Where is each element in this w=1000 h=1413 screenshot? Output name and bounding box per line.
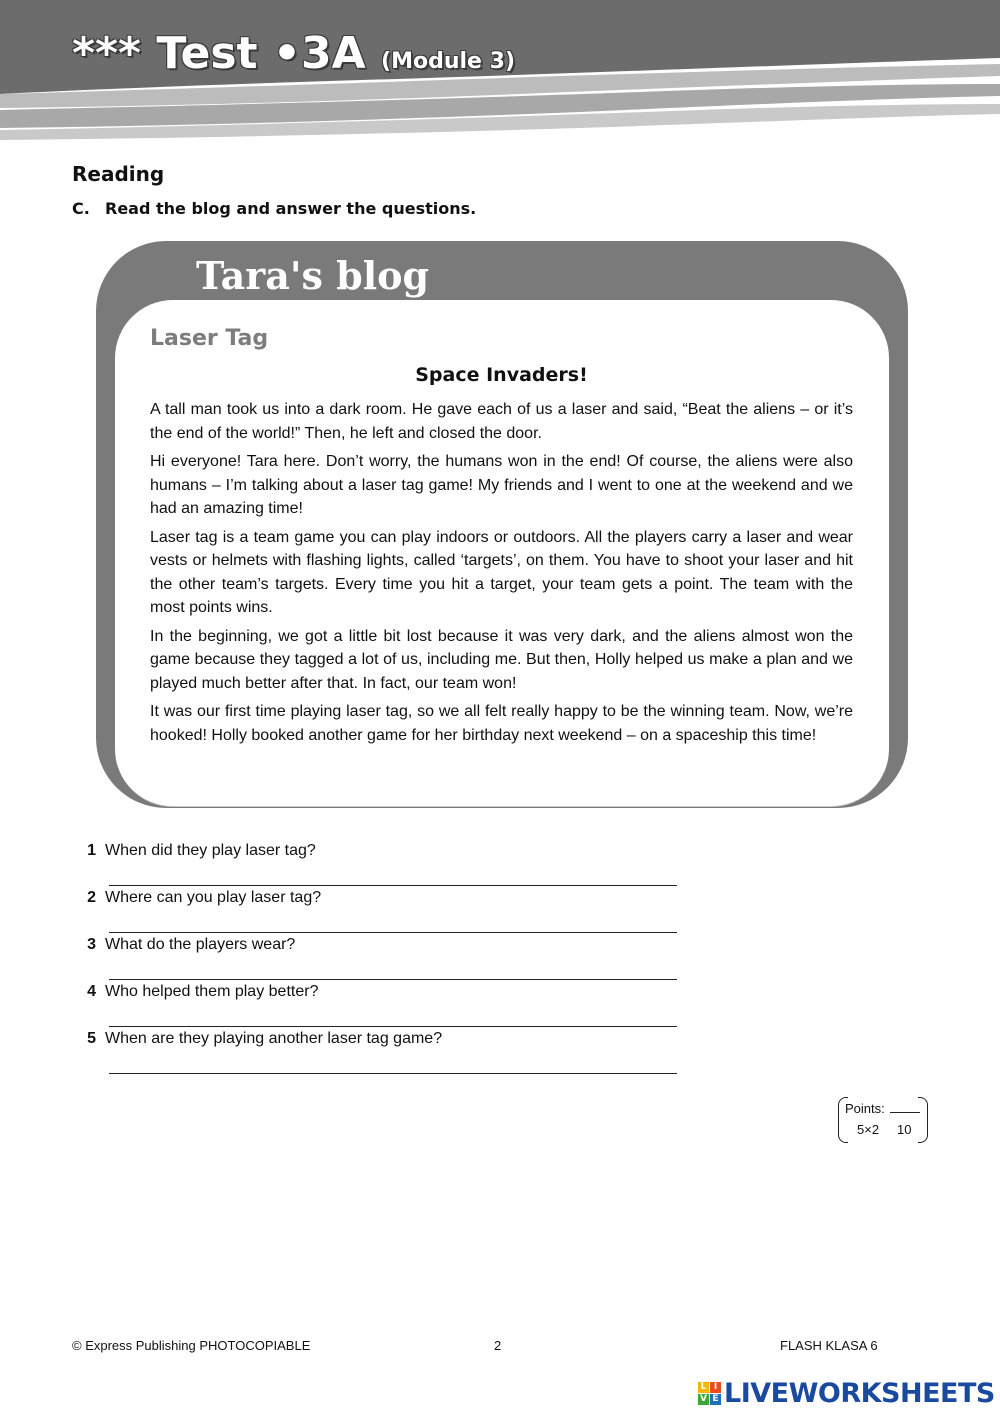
blog-paragraph: In the beginning, we got a little bit lost because it was very dark, and the aliens almost won the game because they tagged a lot of us, including me. But then, Holly helped us make a plan and we played much better after that. In fact, our team won! <box>150 627 853 692</box>
question-list <box>78 842 698 1077</box>
answer-input-3[interactable] <box>109 958 677 980</box>
logo-letter: I <box>710 1382 721 1393</box>
exercise-text: Read the blog and answer the questions. <box>105 199 477 218</box>
question-item <box>78 936 698 983</box>
points-score-blank <box>890 1112 920 1113</box>
test-title <box>72 28 515 79</box>
liveworksheets-logo <box>698 1376 995 1410</box>
title-bullet: • <box>272 28 302 79</box>
answer-input-5[interactable] <box>109 1052 677 1074</box>
answer-input-4[interactable] <box>109 1005 677 1027</box>
logo-letter: V <box>698 1394 709 1405</box>
points-label: Points: <box>845 1101 885 1116</box>
logo-letter: E <box>710 1394 721 1405</box>
title-word: Test <box>156 28 258 79</box>
points-multiplier: 5×2 <box>857 1122 880 1137</box>
question-text: When did they play laser tag? <box>105 842 316 859</box>
question-number: 4 <box>87 983 96 1000</box>
blog-post-title: Space Invaders! <box>415 364 588 386</box>
points-box <box>838 1097 928 1143</box>
answer-input-2[interactable] <box>109 911 677 933</box>
question-number: 3 <box>87 936 96 953</box>
question-item <box>78 1030 698 1077</box>
answer-input-1[interactable] <box>109 864 677 886</box>
question-text: What do the players wear? <box>105 936 296 953</box>
question-item <box>78 889 698 936</box>
blog-body <box>150 398 853 752</box>
question-text: Where can you play laser tag? <box>105 889 322 906</box>
section-heading: Reading <box>72 162 165 186</box>
question-number: 2 <box>87 889 96 906</box>
blog-section-title: Laser Tag <box>150 326 269 351</box>
title-module: (Module 3) <box>381 49 516 74</box>
header-banner <box>0 0 1000 150</box>
blog-paragraph: It was our first time playing laser tag, so we all felt really happy to be the winning team. Now, we’re hooked! Holly booked another game for her birthday next weekend – on a spaceship this time! <box>150 703 853 744</box>
question-text: When are they playing another laser tag game? <box>105 1030 443 1047</box>
title-code: 3A <box>301 28 366 79</box>
question-number: 5 <box>87 1030 96 1047</box>
blog-paragraph: A tall man took us into a dark room. He gave each of us a laser and said, “Beat the aliens – or it’s the end of the world!” Then, he left and closed the door. <box>150 401 853 442</box>
points-total: 10 <box>897 1122 912 1137</box>
footer-copyright: © Express Publishing PHOTOCOPIABLE <box>72 1338 311 1353</box>
title-stars: *** <box>72 28 142 79</box>
footer-page-number: 2 <box>494 1338 502 1353</box>
blog-logo: Tara's blog <box>196 253 430 298</box>
question-item <box>78 983 698 1030</box>
points-bracket-right <box>918 1097 928 1143</box>
liveworksheets-wordmark: LIVEWORKSHEETS <box>724 1377 995 1409</box>
question-number: 1 <box>87 842 96 859</box>
blog-paragraph: Hi everyone! Tara here. Don’t worry, the humans won in the end! Of course, the aliens were also humans – I’m talking about a laser tag game! My friends and I went to one at the weekend and we had an amazing time! <box>150 453 853 517</box>
exercise-instruction <box>72 199 476 218</box>
question-item <box>78 842 698 889</box>
liveworksheets-icon <box>698 1382 721 1405</box>
logo-letter: L <box>698 1382 709 1393</box>
blog-paragraph: Laser tag is a team game you can play indoors or outdoors. All the players carry a laser and wear vests or helmets with flashing lights, called ‘targets’, on them. You have to shoot your laser and hit the other team’s targets. Every time you hit a target, your team gets a point. The team with the most points wins. <box>150 528 853 616</box>
exercise-label: C. <box>72 199 90 218</box>
question-text: Who helped them play better? <box>105 983 319 1000</box>
footer-series: FLASH KLASA 6 <box>780 1338 878 1353</box>
